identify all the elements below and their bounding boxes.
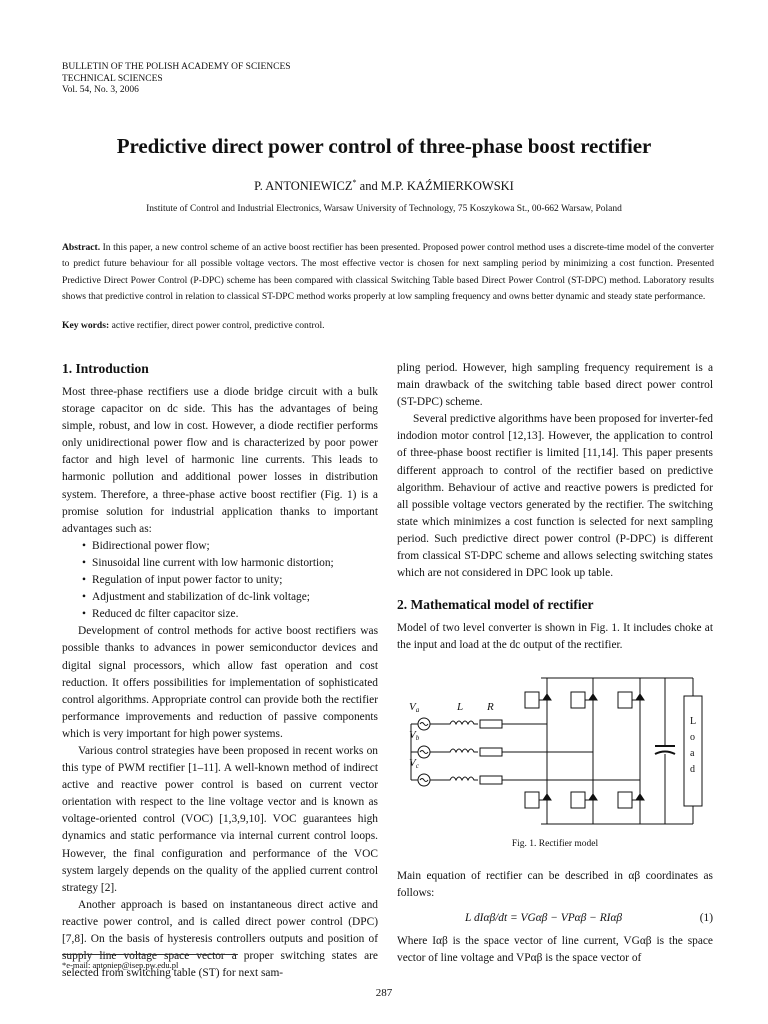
abstract [62,240,714,305]
sine-b-icon [420,751,428,754]
paragraph: Several predictive algorithms have been proposed for inverter-fed indodion motor control [12,13]. However, the application to control of three-phase boost rectifier is limited [11,14]. This paper presents different approach to control of the rectifier based on predictive algorithm. Behaviour of active and reactive powers is predicted for all possible voltage vectors generated by the rectifier. The switching state which minimizes a cost function is selected for next sampling period. Such predictive direct power control (P-DPC) is different from classical ST-DPC scheme and allows selecting switching states which are not considered in DPC look up table. [397,413,713,580]
list-item: • Sinusoidal line current with low harmonic distortion; [92,555,378,572]
keywords-label: Key words: [62,320,110,331]
label-va: Va [409,701,420,715]
resistor-c-icon [480,776,502,784]
author-2: M.P. KAŹMIERKOWSKI [380,179,514,194]
paragraph: Various control strategies have been proposed in recent works on this type of PWM rectifier [1–11]. A well-known method of indirect active and reactive power control is based on current vector orientation with respect to the line voltage vector and is known as voltage-oriented control (VOC) [1,3,9,10]. VOC guarantees high dynamics and static performance via internal current control loops. However, the final configuration and performance of the VOC system largely depends on the quality of the applied current control strategy [2]. [62,744,378,894]
abstract-label: Abstract. [62,242,101,253]
label-vb: Vb [409,729,420,743]
paragraph: pling period. However, high sampling frequency requirement is a main drawback of the switching table based direct power control (ST-DPC) scheme. [397,362,713,409]
paragraph: Where Iαβ is the space vector of line current, VGαβ is the space vector of line voltage and VPαβ is the space vector of [397,934,713,964]
affiliation: Institute of Control and Industrial Electronics, Warsaw University of Technology, 75 Koszykowa St., 00-662 Warsaw, Poland [146,204,622,214]
section-heading-model: 2. Mathematical model of rectifier [397,597,594,613]
list-item: • Bidirectional power flow; [92,538,378,555]
keywords [62,320,714,331]
journal-volume: Vol. 54, No. 3, 2006 [62,85,139,95]
resistor-a-icon [480,720,502,728]
label-resistance: R [487,701,494,714]
label-load-o: o [690,732,695,744]
equation-1 [397,910,713,927]
left-column [62,360,378,982]
paragraph: Another approach is based on instantaneous direct active and reactive power control, and is called direct power control (DPC) [7,8]. On the basis of hysteresis controllers outputs and position of supply line voltage space vector a proper switching states are selected from switching table (ST) for next sam- [62,898,378,980]
sine-a-icon [420,723,428,726]
footnote-marker: * [352,178,357,187]
footnote: *e-mail: antoniep@isep.pw.edu.pl [62,960,179,970]
author-separator: and [356,179,381,194]
rectifier-circuit-figure [397,672,713,830]
list-item: • Regulation of input power factor to unity; [92,572,378,589]
label-load-d: d [690,764,695,776]
authors [0,178,768,194]
paragraph: Main equation of rectifier can be described in αβ coordinates as follows: [397,869,713,899]
footnote-divider [62,954,238,955]
journal-header [62,62,291,97]
equation-body: L dIαβ/dt = VGαβ − VPαβ − RIαβ [465,911,623,924]
label-load-l: L [690,716,697,728]
advantages-list [62,538,378,623]
page-number: 287 [375,987,393,999]
sine-c-icon [420,779,428,782]
inductor-a-icon [430,721,478,724]
paper-title: Predictive direct power control of three-phase boost rectifier [116,134,652,158]
label-load-a: a [690,748,695,760]
journal-section: TECHNICAL SCIENCES [62,73,163,84]
inductor-b-icon [430,749,478,752]
journal-name: BULLETIN OF THE POLISH ACADEMY OF SCIENCES [62,62,291,72]
resistor-b-icon [480,748,502,756]
paragraph: Most three-phase rectifiers use a diode bridge circuit with a bulk storage capacitor on dc side. This has the advantages of being simple, robust, and low in cost. However, a diode rectifier performs only unidirectional power flow and is characterized by poor power factor and high level of harmonic line currents. This leads to harmonic pollution and additional power losses in distribution system. Therefore, a three-phase active boost rectifier (Fig. 1) is a promise solution for industrial application thanks to important advantages such as: [62,386,378,535]
paragraph: Model of two level converter is shown in Fig. 1. It includes choke at the input and load at the dc output of the rectifier. [397,622,713,652]
abstract-text: In this paper, a new control scheme of an active boost rectifier has been presented. Proposed power control method uses a discrete-time model of the converter to predict future behaviour for all possible voltage vectors. The most effective vector is chosen for next sampling period by minimizing a cost function. Presented Predictive Direct Power Control (P-DPC) scheme has been compared with classical Switching Table based Direct Power Control (ST-DPC) method. Laboratory results shows that predictive control in relation to classical ST-DPC method works properly at low sampling frequency and owns better dynamic and steady state performance. [62,242,714,302]
list-item: • Adjustment and stabilization of dc-link voltage; [92,589,378,606]
figure-caption: Fig. 1. Rectifier model [511,839,599,850]
paragraph: Development of control methods for active boost rectifiers was possible thanks to advances in power semiconductor devices and digital signal processors, which allow fast operation and cost reduction. It offers possibilities for implementation of sophisticated control algorithms. Appropriate control can provide both the rectifier performance improvements and reduction of passive components which is very important for high power systems. [62,625,378,740]
rectifier-circuit-diagram [397,672,713,830]
keywords-text: active rectifier, direct power control, predictive control. [109,320,325,331]
author-1: P. ANTONIEWICZ [254,179,353,194]
inductor-c-icon [430,777,478,780]
equation-number: (1) [699,911,713,924]
right-column [397,360,713,967]
section-heading-introduction: 1. Introduction [62,361,149,376]
list-item: • Reduced dc filter capacitor size. [92,606,378,623]
label-inductance: L [457,701,464,714]
label-vc: Vc [409,757,419,771]
